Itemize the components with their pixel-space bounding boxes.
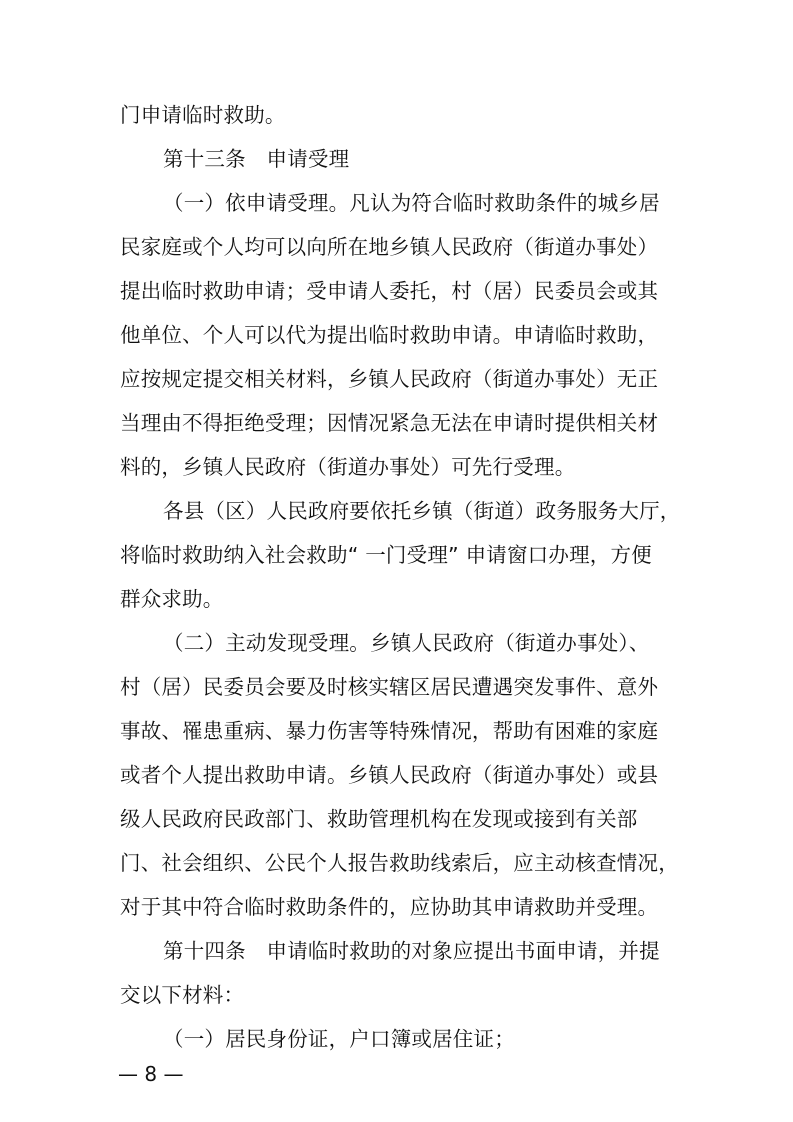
text-line: （一）依申请受理。凡认为符合临时救助条件的城乡居 (163, 191, 660, 215)
text-line: 或者个人提出救助申请。乡镇人民政府（街道办事处）或县 (120, 763, 659, 787)
text-line: 村（居）民委员会要及时核实辖区居民遭遇突发事件、意外 (120, 675, 659, 699)
text-line: 应按规定提交相关材料，乡镇人民政府（街道办事处）无正 (120, 367, 659, 391)
text-line: 他单位、个人可以代为提出临时救助申请。申请临时救助， (120, 323, 659, 347)
text-line: 将临时救助纳入社会救助“ 一门受理” 申请窗口办理，方便 (120, 543, 652, 567)
text-line: 事故、罹患重病、暴力伤害等特殊情况，帮助有困难的家庭 (120, 719, 659, 743)
text-line: 级人民政府民政部门、救助管理机构在发现或接到有关部 (120, 807, 638, 831)
text-line: 料的，乡镇人民政府（街道办事处）可先行受理。 (120, 455, 576, 479)
article-heading: 第十四条 申请临时救助的对象应提出书面申请，并提 (163, 939, 660, 963)
page-number: — 8 — (118, 1062, 184, 1086)
text-line: 门、社会组织、公民个人报告救助线索后，应主动核查情况， (120, 851, 679, 875)
text-line: 门申请临时救助。 (120, 103, 286, 127)
text-line: 各县（区）人民政府要依托乡镇（街道）政务服务大厅， (163, 499, 681, 523)
text-line: （一）居民身份证，户口簿或居住证； (163, 1027, 515, 1051)
text-line: 民家庭或个人均可以向所在地乡镇人民政府（街道办事处） (120, 235, 659, 259)
text-line: 群众求助。 (120, 587, 224, 611)
text-line: 提出临时救助申请；受申请人委托，村（居）民委员会或其 (120, 279, 659, 303)
text-line: 交以下材料： (120, 983, 245, 1007)
text-line: （二）主动发现受理。乡镇人民政府（街道办事处）、 (163, 631, 650, 655)
text-line: 对于其中符合临时救助条件的，应协助其申请救助并受理。 (120, 895, 659, 919)
text-line: 当理由不得拒绝受理；因情况紧急无法在申请时提供相关材 (120, 411, 659, 435)
article-heading: 第十三条 申请受理 (163, 147, 350, 171)
